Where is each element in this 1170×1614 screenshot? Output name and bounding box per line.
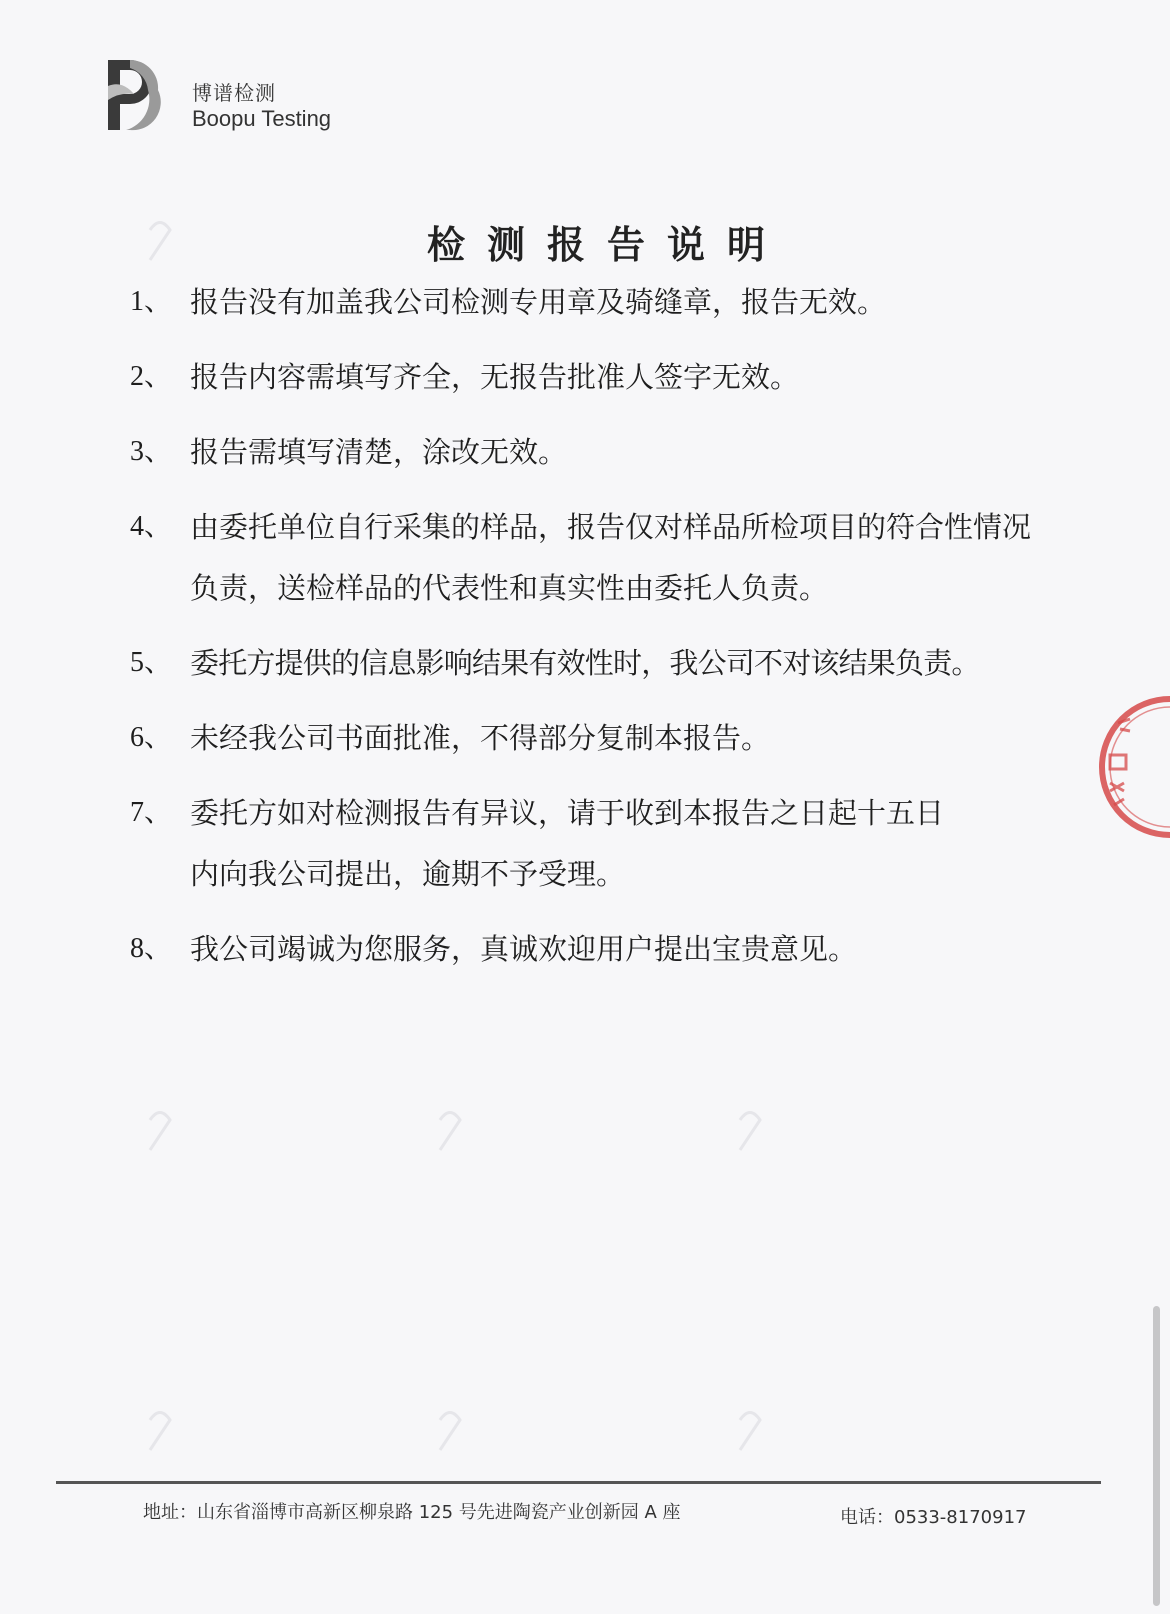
seal-icon	[1080, 695, 1170, 840]
company-name-en: Boopu Testing	[192, 106, 332, 131]
item-number: 2、	[130, 361, 173, 392]
list-item	[130, 929, 1050, 980]
item-text: 委托方提供的信息影响结果有效性时，我公司不对该结果负责。	[190, 646, 980, 680]
list-item	[130, 507, 1050, 619]
item-text: 报告没有加盖我公司检测专用章及骑缝章，报告无效。	[190, 285, 887, 319]
footer-address: 地址：山东省淄博市高新区柳泉路 125 号先进陶瓷产业创新园 A 座	[143, 1502, 681, 1523]
vertical-scrollbar[interactable]	[1153, 1306, 1160, 1606]
company-name-cn: 博谱检测	[192, 81, 276, 105]
list-item	[130, 432, 1050, 483]
company-brand	[192, 80, 331, 132]
list-item	[130, 793, 1050, 905]
footer-phone: 电话：0533-8170917	[840, 1507, 1027, 1528]
footer-divider	[56, 1481, 1101, 1484]
red-seal-stamp	[1080, 695, 1170, 840]
list-item	[130, 357, 1050, 408]
item-text: 报告内容需填写齐全，无报告批准人签字无效。	[190, 360, 800, 394]
boopu-logo-icon	[104, 56, 164, 136]
list-item	[130, 643, 1050, 694]
notice-list	[130, 282, 1050, 1004]
item-number: 6、	[130, 722, 173, 753]
document-title: 检测报告说明	[426, 222, 787, 267]
item-number: 8、	[130, 933, 173, 964]
item-text: 委托方如对检测报告有异议，请于收到本报告之日起十五日内向我公司提出，逾期不予受理。	[190, 796, 945, 891]
item-number: 3、	[130, 436, 173, 467]
item-text: 报告需填写清楚，涂改无效。	[190, 435, 568, 469]
item-text: 我公司竭诚为您服务，真诚欢迎用户提出宝贵意见。	[190, 932, 858, 966]
item-text: 由委托单位自行采集的样品，报告仅对样品所检项目的符合性情况负责，送检样品的代表性和真实性由委托人负责。	[190, 510, 1032, 605]
item-text: 未经我公司书面批准，不得部分复制本报告。	[190, 721, 771, 755]
item-number: 5、	[130, 647, 173, 678]
item-number: 4、	[130, 511, 173, 542]
list-item	[130, 282, 1050, 333]
item-number: 1、	[130, 286, 173, 317]
item-number: 7、	[130, 797, 173, 828]
list-item	[130, 718, 1050, 769]
